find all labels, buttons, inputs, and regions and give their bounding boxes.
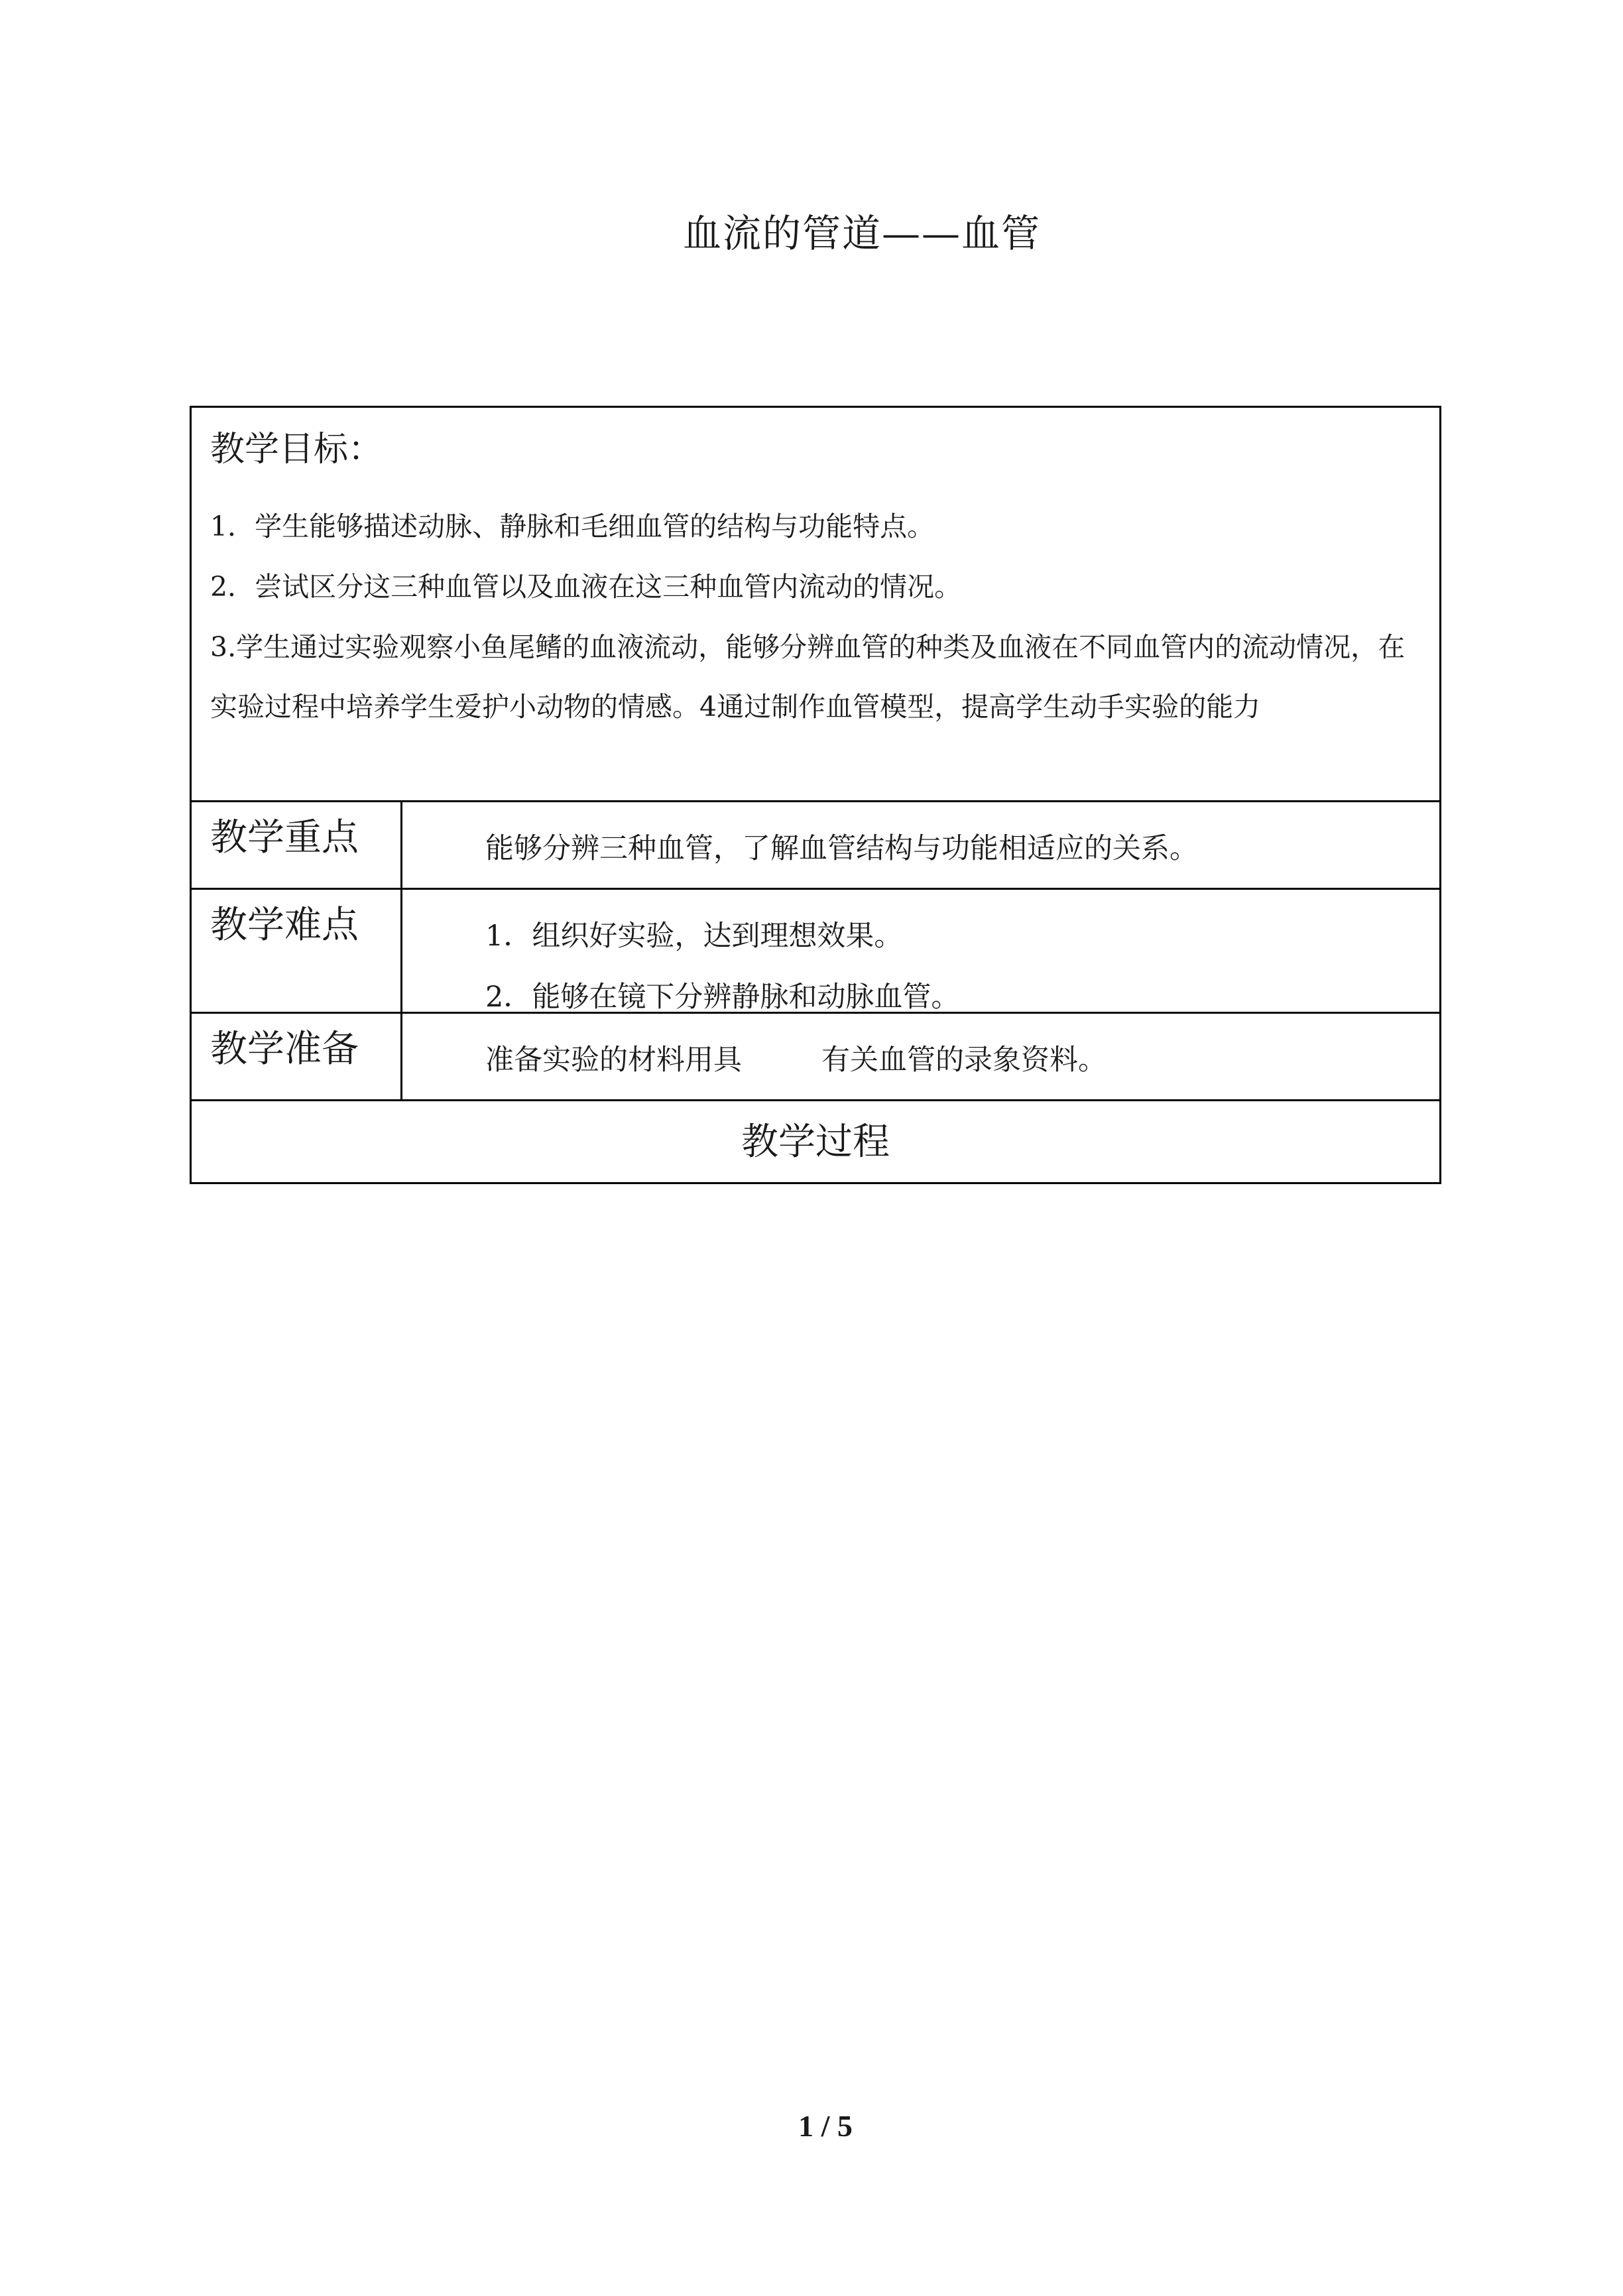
difficulties-row [192,888,1439,1012]
preparation-label: 教学准备 [192,1014,402,1099]
difficulties-value [402,890,1439,1012]
difficulties-label: 教学难点 [192,890,402,1012]
page-number: 1 / 5 [798,2109,853,2143]
preparation-video: 有关血管的录象资料。 [821,1044,1107,1077]
preparation-value [402,1014,1439,1099]
objective-item-1: 1．学生能够描述动脉、静脉和毛细血管的结构与功能特点。 [210,510,935,542]
difficulty-item-1: 1．组织好实验，达到理想效果。 [485,920,903,953]
lesson-plan-table [190,406,1441,1184]
objectives-section [192,408,1439,800]
objective-item-3: 3.学生通过实验观察小鱼尾鳍的血液流动，能够分辨血管的种类及血液在不同血管内的流动情况，在实验过程中培养学生爱护小动物的情感。4通过制作血管模型，提高学生动手实验的能力 [210,631,1406,723]
key-points-row [192,800,1439,888]
preparation-row [192,1012,1439,1099]
process-row [192,1099,1439,1182]
key-points-value: 能够分辨三种血管，了解血管结构与功能相适应的关系。 [485,832,1198,865]
key-points-label: 教学重点 [192,802,402,888]
difficulty-item-2: 2．能够在镜下分辨静脉和动脉血管。 [485,981,960,1014]
objective-item-2: 2．尝试区分这三种血管以及血液在这三种血管内流动的情况。 [210,570,962,603]
preparation-materials: 准备实验的材料用具 [485,1044,742,1077]
process-heading: 教学过程 [741,1120,890,1164]
objectives-heading: 教学目标： [210,430,383,469]
document-title: 血流的管道——血管 [682,211,1041,256]
